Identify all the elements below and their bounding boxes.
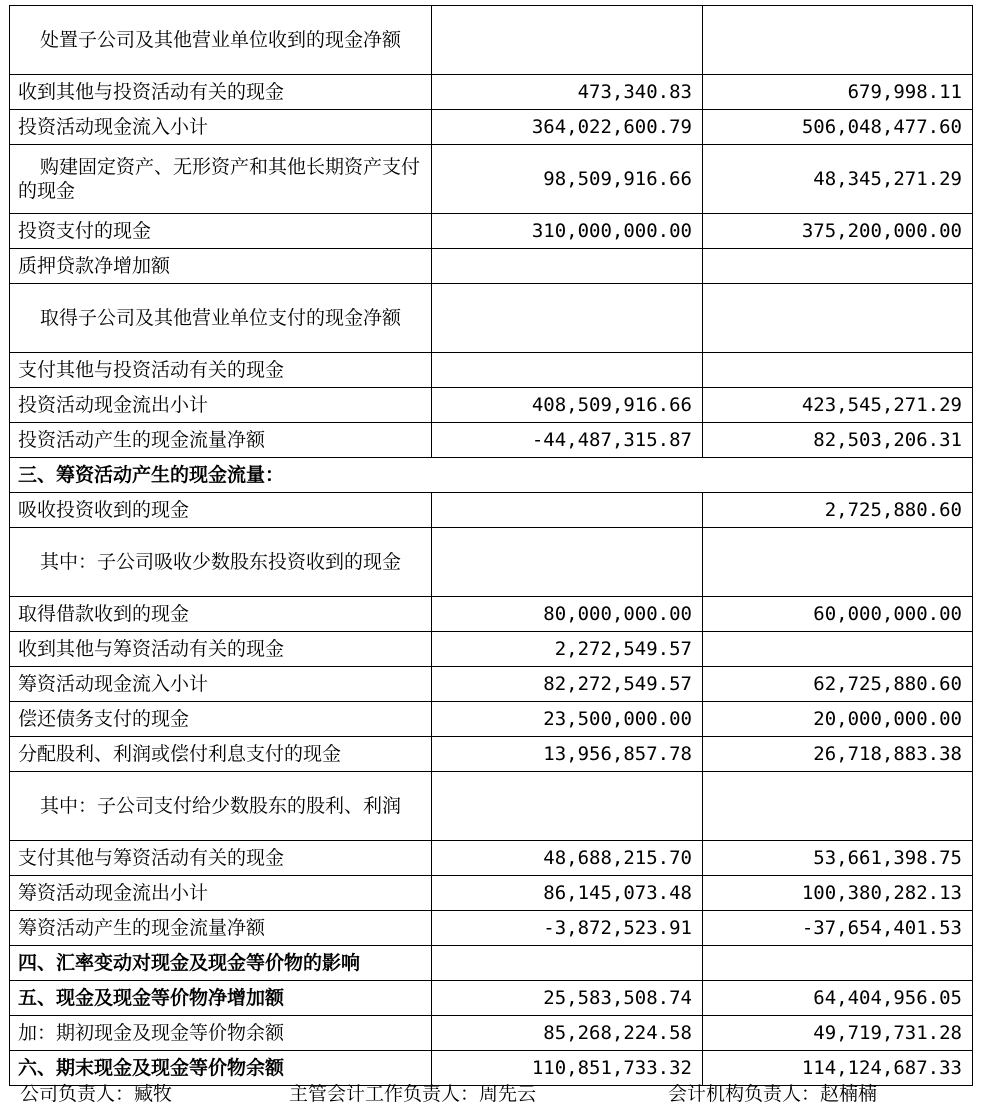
previous-period-value: -37,654,401.53 bbox=[703, 911, 973, 946]
row-label: 质押贷款净增加额 bbox=[10, 249, 432, 284]
previous-period-value bbox=[703, 6, 973, 75]
row-label: 支付其他与投资活动有关的现金 bbox=[10, 353, 432, 388]
row-label: 投资活动现金流入小计 bbox=[10, 110, 432, 145]
section-heading: 三、筹资活动产生的现金流量： bbox=[10, 458, 973, 493]
table-row bbox=[10, 214, 973, 249]
previous-period-value: 48,345,271.29 bbox=[703, 145, 973, 214]
current-period-value: 473,340.83 bbox=[432, 75, 703, 110]
row-label: 投资活动产生的现金流量净额 bbox=[10, 423, 432, 458]
current-period-value bbox=[432, 284, 703, 353]
current-period-value: 86,145,073.48 bbox=[432, 876, 703, 911]
table-row bbox=[10, 702, 973, 737]
previous-period-value: 49,719,731.28 bbox=[703, 1016, 973, 1051]
previous-period-value: 423,545,271.29 bbox=[703, 388, 973, 423]
current-period-value bbox=[432, 353, 703, 388]
previous-period-value: 82,503,206.31 bbox=[703, 423, 973, 458]
current-period-value: 23,500,000.00 bbox=[432, 702, 703, 737]
row-label: 取得借款收到的现金 bbox=[10, 597, 432, 632]
current-period-value: 13,956,857.78 bbox=[432, 737, 703, 772]
current-period-value bbox=[432, 493, 703, 528]
table-row bbox=[10, 597, 973, 632]
accounting-head-signature: 主管会计工作负责人：周先云 bbox=[289, 1083, 537, 1105]
row-label: 购建固定资产、无形资产和其他长期资产支付的现金 bbox=[10, 145, 432, 214]
table-row bbox=[10, 911, 973, 946]
previous-period-value: 20,000,000.00 bbox=[703, 702, 973, 737]
previous-period-value: 26,718,883.38 bbox=[703, 737, 973, 772]
previous-period-value bbox=[703, 946, 973, 981]
row-label: 偿还债务支付的现金 bbox=[10, 702, 432, 737]
current-period-value: 364,022,600.79 bbox=[432, 110, 703, 145]
previous-period-value bbox=[703, 772, 973, 841]
row-label: 取得子公司及其他营业单位支付的现金净额 bbox=[10, 284, 432, 353]
table-row bbox=[10, 423, 973, 458]
row-label: 处置子公司及其他营业单位收到的现金净额 bbox=[10, 6, 432, 75]
previous-period-value bbox=[703, 632, 973, 667]
current-period-value bbox=[432, 6, 703, 75]
row-label: 六、期末现金及现金等价物余额 bbox=[10, 1051, 432, 1086]
accounting-org-head-signature: 会计机构负责人：赵楠楠 bbox=[668, 1083, 878, 1105]
row-label: 支付其他与筹资活动有关的现金 bbox=[10, 841, 432, 876]
current-period-value bbox=[432, 249, 703, 284]
table-row bbox=[10, 876, 973, 911]
row-label: 其中：子公司支付给少数股东的股利、利润 bbox=[10, 772, 432, 841]
current-period-value bbox=[432, 946, 703, 981]
current-period-value: 110,851,733.32 bbox=[432, 1051, 703, 1086]
cash-flow-table bbox=[9, 5, 973, 1086]
row-label: 吸收投资收到的现金 bbox=[10, 493, 432, 528]
previous-period-value: 506,048,477.60 bbox=[703, 110, 973, 145]
row-label: 分配股利、利润或偿付利息支付的现金 bbox=[10, 737, 432, 772]
table-row bbox=[10, 528, 973, 597]
table-row bbox=[10, 75, 973, 110]
row-label: 加：期初现金及现金等价物余额 bbox=[10, 1016, 432, 1051]
current-period-value: -44,487,315.87 bbox=[432, 423, 703, 458]
current-period-value: 48,688,215.70 bbox=[432, 841, 703, 876]
row-label: 四、汇率变动对现金及现金等价物的影响 bbox=[10, 946, 432, 981]
table-row bbox=[10, 737, 973, 772]
table-row bbox=[10, 632, 973, 667]
table-row bbox=[10, 145, 973, 214]
current-period-value: 408,509,916.66 bbox=[432, 388, 703, 423]
current-period-value: 25,583,508.74 bbox=[432, 981, 703, 1016]
previous-period-value: 375,200,000.00 bbox=[703, 214, 973, 249]
previous-period-value: 60,000,000.00 bbox=[703, 597, 973, 632]
table-row bbox=[10, 284, 973, 353]
company-head-signature: 公司负责人：臧牧 bbox=[20, 1083, 173, 1105]
table-row bbox=[10, 981, 973, 1016]
table-row bbox=[10, 6, 973, 75]
row-label: 筹资活动现金流出小计 bbox=[10, 876, 432, 911]
current-period-value: 82,272,549.57 bbox=[432, 667, 703, 702]
row-label: 其中：子公司吸收少数股东投资收到的现金 bbox=[10, 528, 432, 597]
table-row bbox=[10, 249, 973, 284]
row-label: 收到其他与投资活动有关的现金 bbox=[10, 75, 432, 110]
previous-period-value bbox=[703, 353, 973, 388]
row-label: 筹资活动现金流入小计 bbox=[10, 667, 432, 702]
table-row bbox=[10, 946, 973, 981]
previous-period-value: 679,998.11 bbox=[703, 75, 973, 110]
table-row bbox=[10, 1051, 973, 1086]
previous-period-value bbox=[703, 249, 973, 284]
row-label: 投资支付的现金 bbox=[10, 214, 432, 249]
current-period-value: 310,000,000.00 bbox=[432, 214, 703, 249]
current-period-value bbox=[432, 772, 703, 841]
table-row bbox=[10, 1016, 973, 1051]
table-row bbox=[10, 458, 973, 493]
previous-period-value: 100,380,282.13 bbox=[703, 876, 973, 911]
previous-period-value: 64,404,956.05 bbox=[703, 981, 973, 1016]
table-row bbox=[10, 353, 973, 388]
previous-period-value: 2,725,880.60 bbox=[703, 493, 973, 528]
current-period-value bbox=[432, 528, 703, 597]
current-period-value: 85,268,224.58 bbox=[432, 1016, 703, 1051]
table-row bbox=[10, 841, 973, 876]
row-label: 五、现金及现金等价物净增加额 bbox=[10, 981, 432, 1016]
previous-period-value: 62,725,880.60 bbox=[703, 667, 973, 702]
current-period-value: 2,272,549.57 bbox=[432, 632, 703, 667]
current-period-value: 98,509,916.66 bbox=[432, 145, 703, 214]
table-row bbox=[10, 110, 973, 145]
current-period-value: -3,872,523.91 bbox=[432, 911, 703, 946]
table-row bbox=[10, 772, 973, 841]
current-period-value: 80,000,000.00 bbox=[432, 597, 703, 632]
table-row bbox=[10, 388, 973, 423]
previous-period-value bbox=[703, 528, 973, 597]
previous-period-value bbox=[703, 284, 973, 353]
row-label: 筹资活动产生的现金流量净额 bbox=[10, 911, 432, 946]
table-row bbox=[10, 667, 973, 702]
row-label: 收到其他与筹资活动有关的现金 bbox=[10, 632, 432, 667]
previous-period-value: 114,124,687.33 bbox=[703, 1051, 973, 1086]
previous-period-value: 53,661,398.75 bbox=[703, 841, 973, 876]
row-label: 投资活动现金流出小计 bbox=[10, 388, 432, 423]
table-row bbox=[10, 493, 973, 528]
